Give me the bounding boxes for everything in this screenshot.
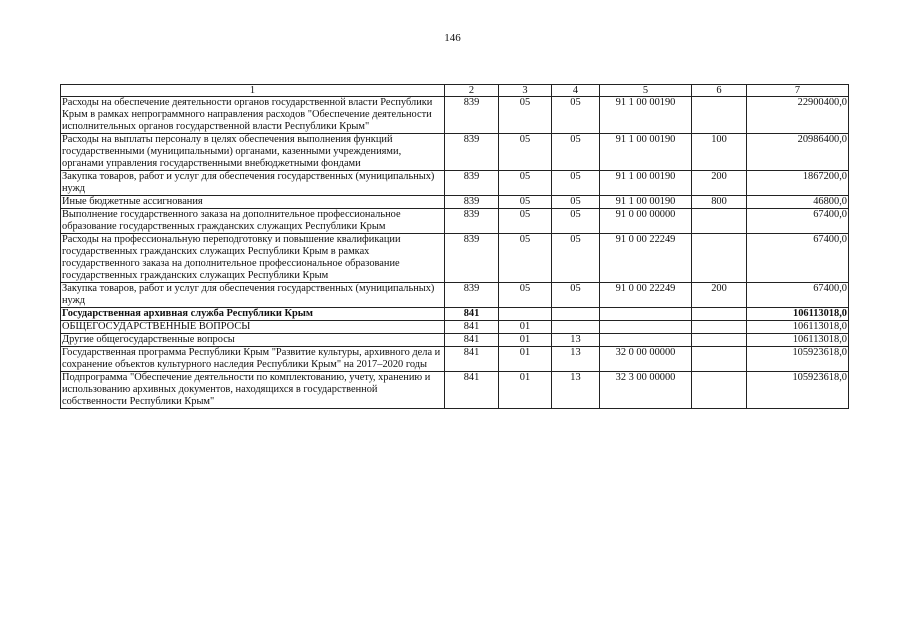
row-expense-type-cell: 800	[692, 196, 747, 209]
row-expense-type-cell	[692, 347, 747, 372]
row-target-article-cell	[600, 321, 692, 334]
column-header: 3	[499, 85, 552, 97]
row-name-cell: Другие общегосударственные вопросы	[61, 334, 445, 347]
row-expense-type-cell	[692, 308, 747, 321]
row-expense-type-cell: 100	[692, 134, 747, 171]
table-row	[61, 234, 849, 283]
row-subsection-code-cell: 13	[552, 334, 600, 347]
row-ministry-code-cell: 841	[445, 308, 499, 321]
row-amount-cell: 106113018,0	[747, 334, 849, 347]
row-subsection-code-cell: 05	[552, 196, 600, 209]
row-section-code-cell: 05	[499, 283, 552, 308]
row-target-article-cell: 91 1 00 00190	[600, 97, 692, 134]
table-row	[61, 334, 849, 347]
row-expense-type-cell	[692, 97, 747, 134]
row-name-cell: Иные бюджетные ассигнования	[61, 196, 445, 209]
row-ministry-code-cell: 839	[445, 283, 499, 308]
row-subsection-code-cell: 05	[552, 234, 600, 283]
table-row	[61, 196, 849, 209]
row-section-code-cell: 05	[499, 209, 552, 234]
row-name-cell: Закупка товаров, работ и услуг для обеспечения государственных (муниципальных) нужд	[61, 171, 445, 196]
row-target-article-cell	[600, 308, 692, 321]
row-expense-type-cell	[692, 209, 747, 234]
row-ministry-code-cell: 839	[445, 196, 499, 209]
row-subsection-code-cell: 13	[552, 372, 600, 409]
row-target-article-cell: 91 1 00 00190	[600, 134, 692, 171]
row-name-cell: Закупка товаров, работ и услуг для обеспечения государственных (муниципальных) нужд	[61, 283, 445, 308]
row-ministry-code-cell: 839	[445, 134, 499, 171]
budget-table	[60, 84, 849, 409]
column-header: 4	[552, 85, 600, 97]
row-expense-type-cell	[692, 334, 747, 347]
table-row	[61, 347, 849, 372]
row-ministry-code-cell: 841	[445, 334, 499, 347]
row-amount-cell: 1867200,0	[747, 171, 849, 196]
table-body	[61, 97, 849, 409]
column-header: 7	[747, 85, 849, 97]
row-subsection-code-cell: 05	[552, 134, 600, 171]
page-number: 146	[444, 32, 461, 44]
table-row	[61, 134, 849, 171]
column-header: 2	[445, 85, 499, 97]
row-expense-type-cell	[692, 234, 747, 283]
row-amount-cell: 67400,0	[747, 234, 849, 283]
row-target-article-cell: 91 0 00 00000	[600, 209, 692, 234]
row-name-cell: Расходы на обеспечение деятельности органов государственной власти Республики Крым в рамках непрограммного направления расходов "Обеспечение деятельности исполнительных органов государственной власти Республики Крым"	[61, 97, 445, 134]
row-target-article-cell: 32 3 00 00000	[600, 372, 692, 409]
row-name-cell: Расходы на профессиональную переподготовку и повышение квалификации государственных гражданских служащих Республики Крым в рамках государственного заказа на дополнительное профессиональное образование государственных гражданских служащих Республики Крым	[61, 234, 445, 283]
row-name-cell: ОБЩЕГОСУДАРСТВЕННЫЕ ВОПРОСЫ	[61, 321, 445, 334]
row-ministry-code-cell: 839	[445, 97, 499, 134]
row-expense-type-cell: 200	[692, 283, 747, 308]
row-name-cell: Подпрограмма "Обеспечение деятельности по комплектованию, учету, хранению и использованию архивных документов, находящихся в государственной собственности Республики Крым"	[61, 372, 445, 409]
table-row	[61, 209, 849, 234]
row-subsection-code-cell: 05	[552, 97, 600, 134]
row-target-article-cell: 32 0 00 00000	[600, 347, 692, 372]
row-ministry-code-cell: 839	[445, 171, 499, 196]
table-row	[61, 171, 849, 196]
row-amount-cell: 106113018,0	[747, 321, 849, 334]
table-header-row	[61, 85, 849, 97]
table-row	[61, 372, 849, 409]
table-row	[61, 321, 849, 334]
row-subsection-code-cell	[552, 308, 600, 321]
row-subsection-code-cell: 05	[552, 283, 600, 308]
row-expense-type-cell: 200	[692, 171, 747, 196]
row-expense-type-cell	[692, 372, 747, 409]
row-name-cell: Расходы на выплаты персоналу в целях обеспечения выполнения функций государственными (муниципальными) органами, казенными учреждениями, органами управления государственными внебюджетными фондами	[61, 134, 445, 171]
row-ministry-code-cell: 841	[445, 321, 499, 334]
row-subsection-code-cell: 13	[552, 347, 600, 372]
row-name-cell: Выполнение государственного заказа на дополнительное профессиональное образование государственных гражданских служащих Республики Крым	[61, 209, 445, 234]
row-section-code-cell: 01	[499, 334, 552, 347]
row-section-code-cell: 05	[499, 134, 552, 171]
row-amount-cell: 46800,0	[747, 196, 849, 209]
row-subsection-code-cell	[552, 321, 600, 334]
row-ministry-code-cell: 839	[445, 234, 499, 283]
row-section-code-cell: 01	[499, 347, 552, 372]
row-subsection-code-cell: 05	[552, 171, 600, 196]
row-section-code-cell: 01	[499, 321, 552, 334]
row-amount-cell: 105923618,0	[747, 347, 849, 372]
row-amount-cell: 105923618,0	[747, 372, 849, 409]
row-ministry-code-cell: 839	[445, 209, 499, 234]
row-amount-cell: 67400,0	[747, 209, 849, 234]
row-amount-cell: 67400,0	[747, 283, 849, 308]
row-target-article-cell	[600, 334, 692, 347]
row-subsection-code-cell: 05	[552, 209, 600, 234]
row-amount-cell: 20986400,0	[747, 134, 849, 171]
row-section-code-cell	[499, 308, 552, 321]
row-target-article-cell: 91 0 00 22249	[600, 283, 692, 308]
row-name-cell: Государственная архивная служба Республики Крым	[61, 308, 445, 321]
row-section-code-cell: 01	[499, 372, 552, 409]
column-header: 6	[692, 85, 747, 97]
row-expense-type-cell	[692, 321, 747, 334]
table-row	[61, 97, 849, 134]
row-target-article-cell: 91 1 00 00190	[600, 196, 692, 209]
row-section-code-cell: 05	[499, 171, 552, 196]
row-name-cell: Государственная программа Республики Крым "Развитие культуры, архивного дела и сохранение объектов культурного наследия Республики Крым" на 2017–2020 годы	[61, 347, 445, 372]
row-target-article-cell: 91 1 00 00190	[600, 171, 692, 196]
column-header: 5	[600, 85, 692, 97]
row-section-code-cell: 05	[499, 196, 552, 209]
row-ministry-code-cell: 841	[445, 372, 499, 409]
table-row	[61, 283, 849, 308]
table-row	[61, 308, 849, 321]
column-header: 1	[61, 85, 445, 97]
row-section-code-cell: 05	[499, 97, 552, 134]
row-target-article-cell: 91 0 00 22249	[600, 234, 692, 283]
row-amount-cell: 22900400,0	[747, 97, 849, 134]
row-section-code-cell: 05	[499, 234, 552, 283]
row-ministry-code-cell: 841	[445, 347, 499, 372]
row-amount-cell: 106113018,0	[747, 308, 849, 321]
